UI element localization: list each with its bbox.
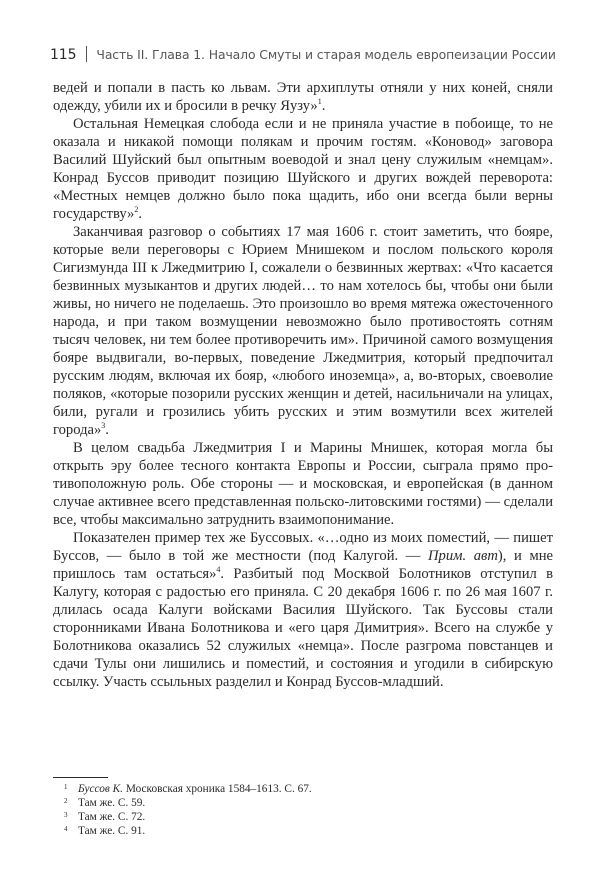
footnote-ref: 1 xyxy=(317,97,322,106)
footnote-ref: 2 xyxy=(134,205,139,214)
text-run: . xyxy=(321,98,326,114)
footnote-ref: 4 xyxy=(216,565,221,574)
footnote-number: 2 xyxy=(64,797,68,805)
footnote-ref: 3 xyxy=(101,421,106,430)
text-run: В целом свадьба Лжедмитрия I и Марины Мнишек, которая могла бы открыть эру более тесного контакта Европы и России, сыграла прямо противоположную роль. Обе стороны — и московская, и европейская (в данном случае активнее всего представленная польско-литовскими гостями) — сделали все, чтобы максимально затруднить взаимопонимание. xyxy=(53,440,553,528)
paragraph xyxy=(53,529,553,691)
footnote-text: Там же. С. 59. xyxy=(78,797,146,809)
text-run: . Разбитый под Москвой Болотников отступил в Калугу, которая с радостью его приняла. С 20 декабря 1606 г. по 26 мая 1607 г. длилась осада Калуги войсками Василия Шуйского. Так Буссовы стали сторонниками Ивана Болотникова и «его царя Димитрия». Всего на службе у Болотникова оказались 52 служилых «немца». После разгрома повстанцев и сдачи Тулы они лишились и поместий, и состояния и угодили в сибирскую ссылку. Участь ссыльных разделил и Конрад Буссов-младший. xyxy=(53,566,554,690)
footnote-text: Там же. С. 72. xyxy=(78,811,146,823)
footnote-1 xyxy=(64,782,558,796)
text-run: Показателен пример тех же Буссовых. «…одно из моих поместий, — пишет Буссов, — было в той же местности (под Калугой. — xyxy=(53,530,553,564)
footnote-divider xyxy=(53,777,108,778)
footnote-number: 4 xyxy=(64,825,68,833)
italic-text: Прим. авт xyxy=(428,548,498,564)
text-run: . xyxy=(138,206,143,222)
footnote-text: Там же. С. 91. xyxy=(78,825,146,837)
running-title: Часть II. Глава 1. Начало Смуты и старая модель европеизации России xyxy=(96,47,556,62)
footnote-3 xyxy=(64,810,558,824)
running-header xyxy=(50,46,570,63)
paragraph xyxy=(53,115,553,223)
body-text xyxy=(53,79,553,691)
paragraph xyxy=(53,223,553,439)
text-run: Заканчивая разговор о событиях 17 мая 1606 г. стоит заметить, что бояре, которые вели переговоры с Юрием Мнишеком и послом польского короля Сигизмунда III к Лжедмитрию I, сожалели о безвинных жертвах: «Что касается безвинных музыкантов и других людей… то нам хотелось бы, чтобы они были живы, но ничего не поделаешь. Это произошло во время мятежа ожесточенного народа, и при таком возмущении невозможно было противостоять сотням тысяч человек, ни тем более противоречить им». Причиной самого возмущения бояре выдвигали, во-первых, поведение Лжедмитрия, который предпочитал русским людям, включая их бояр, «любого иноземца», а, во-вторых, своеволие поляков, «которые позорили русских женщин и детей, насильничали на улицах, били, ругали и грозились убить русских и этим возмутили всех жителей города» xyxy=(53,224,553,438)
footnote-2 xyxy=(64,796,558,810)
footnote-text: Московская хроника 1584–1613. С. 67. xyxy=(123,783,312,795)
footnote-author: Буссов К. xyxy=(78,783,123,795)
footnote-number: 3 xyxy=(64,811,68,819)
text-run: . xyxy=(105,422,109,438)
footnote-number: 1 xyxy=(64,783,68,791)
page-number: 115 xyxy=(50,47,77,63)
text-run: ведей и попали в пасть ко львам. Эти архиплуты отняли у них коней, сняли одежду, убили их и бросили в речку Яузу» xyxy=(53,80,553,114)
footnote-4 xyxy=(64,824,558,838)
footnotes xyxy=(64,782,558,838)
header-separator xyxy=(86,46,87,62)
text-run: Остальная Немецкая слобода если и не приняла участие в побоище, то не оказала и никакой помощи полякам и прочим гостям. «Коновод» заговора Василий Шуйский был опытным воеводой и знал цену служилым «немцам». Конрад Буссов приводит позицию Шуйского и других вождей переворота: «Местных немцев должно было пока щадить, ибо они всегда были верны государству» xyxy=(53,116,553,222)
paragraph xyxy=(53,439,553,529)
text-run: ), и мне пришлось там остаться» xyxy=(53,548,553,582)
paragraph xyxy=(53,79,553,115)
